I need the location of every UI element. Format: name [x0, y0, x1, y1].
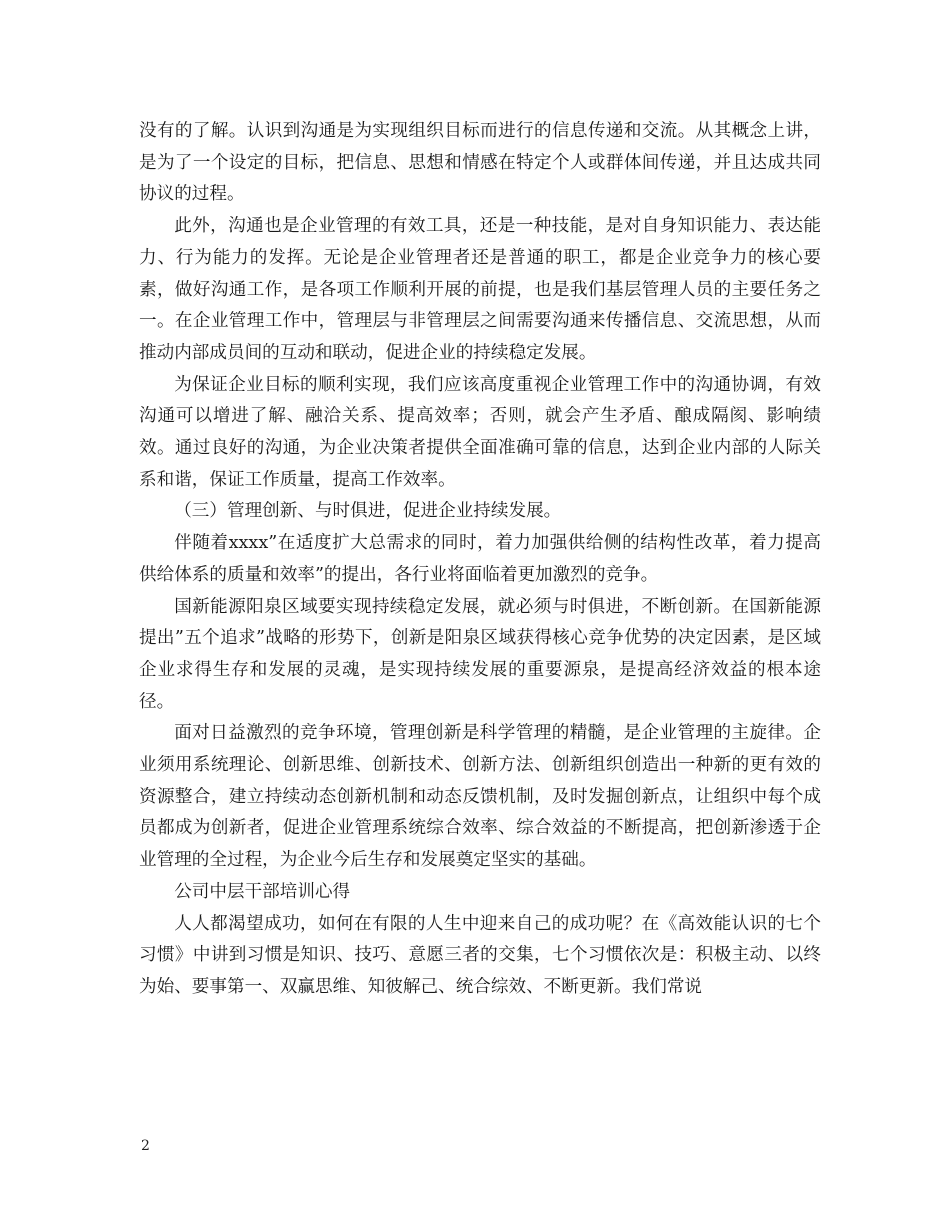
paragraph-communication-concept: 没有的了解。认识到沟通是为实现组织目标而进行的信息传递和交流。从其概念上讲，是为了一个设定的目标，把信息、思想和情感在特定个人或群体间传递，并且达成共同协议的过程。 [139, 121, 821, 205]
paragraph-supply-side-reform: 伴随着xxxx”在适度扩大总需求的同时，着力加强供给侧的结构性改革，着力提高供给体系的质量和效率”的提出，各行业将面临着更加激烈的竞争。 [139, 533, 821, 585]
paragraph-communication-coordination: 为保证企业目标的顺利实现，我们应该高度重视企业管理工作中的沟通协调，有效沟通可以增进了解、融洽关系、提高效率；否则，就会产生矛盾、酿成隔阂、影响绩效。通过良好的沟通，为企业决策者提供全面准确可靠的信息，达到企业内部的人际关系和谐，保证工作质量，提高工作效率。 [139, 374, 821, 490]
paragraph-management-innovation: 面对日益激烈的竞争环境，管理创新是科学管理的精髓，是企业管理的主旋律。企业须用系统理论、创新思维、创新技术、创新方法、创新组织创造出一种新的更有效的资源整合，建立持续动态创新机制和动态反馈机制，及时发掘创新点，让组织中每个成员都成为创新者，促进企业管理系统综合效率、综合效益的不断提高，把创新渗透于企业管理的全过程，为企业今后生存和发展奠定坚实的基础。 [139, 723, 821, 871]
paragraph-yangquan-innovation: 国新能源阳泉区域要实现持续稳定发展，就必须与时俱进，不断创新。在国新能源提出”五个追求”战略的形势下，创新是阳泉区域获得核心竞争优势的决定因素，是区域企业求得生存和发展的灵魂，是实现持续发展的重要源泉，是提高经济效益的根本途径。 [139, 596, 821, 712]
document-body [139, 116, 821, 1004]
paragraph-seven-habits: 人人都渴望成功，如何在有限的人生中迎来自己的成功呢？在《高效能认识的七个习惯》中讲到习惯是知识、技巧、意愿三者的交集，七个习惯依次是：积极主动、以终为始、要事第一、双赢思维、知彼解己、统合综效、不断更新。我们常说 [139, 913, 821, 997]
section-heading-innovation: （三）管理创新、与时俱进，促进企业持续发展。 [174, 501, 562, 522]
page-number: 2 [141, 1138, 150, 1154]
section-heading-training: 公司中层干部培训心得 [174, 881, 351, 902]
paragraph-communication-tool: 此外，沟通也是企业管理的有效工具，还是一种技能，是对自身知识能力、表达能力、行为能力的发挥。无论是企业管理者还是普通的职工，都是企业竞争力的核心要素，做好沟通工作，是各项工作顺利开展的前提，也是我们基层管理人员的主要任务之一。在企业管理工作中，管理层与非管理层之间需要沟通来传播信息、交流思想，从而推动内部成员间的互动和联动，促进企业的持续稳定发展。 [139, 216, 821, 363]
